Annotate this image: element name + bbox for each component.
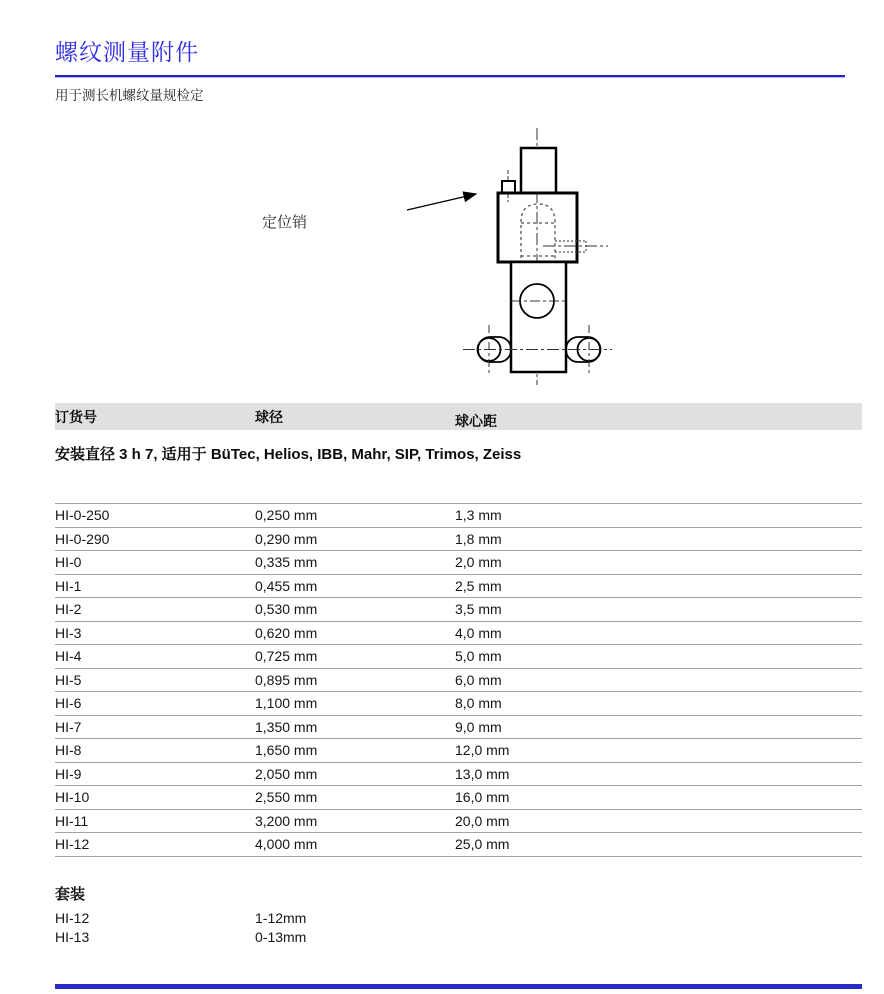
- ball-diameter: 0,455 mm: [255, 577, 318, 594]
- table-row: [55, 644, 862, 668]
- center-distance: 1,8 mm: [455, 530, 502, 547]
- page-subtitle: 用于测长机螺纹量规检定: [55, 88, 204, 103]
- center-distance: 20,0 mm: [455, 812, 510, 829]
- part-drawing-svg: [250, 118, 630, 398]
- set-row: [55, 908, 862, 927]
- ball-diameter: 0,725 mm: [255, 648, 318, 665]
- ball-diameter: 0,530 mm: [255, 601, 318, 618]
- table-row: [55, 691, 862, 715]
- order-no: HI-2: [55, 601, 82, 618]
- order-no: HI-0-290: [55, 530, 110, 547]
- table-row: [55, 738, 862, 762]
- center-distance: 12,0 mm: [455, 742, 510, 759]
- table-row: [55, 832, 862, 856]
- center-distance: 8,0 mm: [455, 695, 502, 712]
- center-distance: 2,0 mm: [455, 554, 502, 571]
- spec-table-body: [55, 503, 862, 857]
- sets-section: [55, 883, 862, 946]
- ball-diameter: 1,350 mm: [255, 718, 318, 735]
- table-row: [55, 527, 862, 551]
- order-no: HI-3: [55, 624, 82, 641]
- table-row: [55, 574, 862, 598]
- table-row: [55, 809, 862, 833]
- table-row: [55, 715, 862, 739]
- sets-body: [55, 908, 862, 946]
- order-no: HI-11: [55, 812, 89, 829]
- set-order-no: HI-12: [55, 909, 90, 926]
- ball-diameter: 0,290 mm: [255, 530, 318, 547]
- pointer-arrow-icon: [407, 194, 476, 210]
- center-distance: 9,0 mm: [455, 718, 502, 735]
- ball-diameter: 4,000 mm: [255, 836, 318, 853]
- ball-diameter: 0,895 mm: [255, 671, 318, 688]
- page-title: 螺纹测量附件: [55, 39, 199, 65]
- order-no: HI-5: [55, 671, 82, 688]
- center-distance: 2,5 mm: [455, 577, 502, 594]
- center-distance: 5,0 mm: [455, 648, 502, 665]
- order-no: HI-0-250: [55, 507, 110, 524]
- pin-label: 定位销: [262, 214, 308, 231]
- technical-drawing: [0, 0, 884, 420]
- center-distance: 3,5 mm: [455, 601, 502, 618]
- order-no: HI-8: [55, 742, 82, 759]
- set-range: 1-12mm: [255, 909, 307, 926]
- order-no: HI-0: [55, 554, 82, 571]
- order-no: HI-1: [55, 577, 82, 594]
- table-row: [55, 621, 862, 645]
- ball-diameter: 1,100 mm: [255, 695, 318, 712]
- center-distance: 16,0 mm: [455, 789, 510, 806]
- table-row: [55, 550, 862, 574]
- header-ball-diameter: 球径: [255, 408, 283, 425]
- order-no: HI-9: [55, 765, 82, 782]
- header-order-no: 订货号: [55, 408, 97, 425]
- ball-diameter: 0,335 mm: [255, 554, 318, 571]
- set-order-no: HI-13: [55, 928, 90, 945]
- spec-table-header: [55, 403, 862, 430]
- order-no: HI-12: [55, 836, 90, 853]
- center-distance: 25,0 mm: [455, 836, 510, 853]
- table-row: [55, 762, 862, 786]
- table-row: [55, 503, 862, 527]
- ball-diameter: 2,050 mm: [255, 765, 318, 782]
- header-center-distance: 球心距: [455, 412, 497, 429]
- table-row: [55, 668, 862, 692]
- ball-diameter: 0,250 mm: [255, 507, 318, 524]
- center-distance: 6,0 mm: [455, 671, 502, 688]
- ball-diameter: 1,650 mm: [255, 742, 318, 759]
- center-distance: 4,0 mm: [455, 624, 502, 641]
- table-row: [55, 785, 862, 809]
- table-row: [55, 597, 862, 621]
- order-no: HI-6: [55, 695, 82, 712]
- ball-diameter: 3,200 mm: [255, 812, 318, 829]
- sets-title: 套装: [55, 886, 86, 903]
- order-no: HI-10: [55, 789, 90, 806]
- center-distance: 1,3 mm: [455, 507, 502, 524]
- set-row: [55, 927, 862, 946]
- set-range: 0-13mm: [255, 928, 307, 945]
- order-no: HI-7: [55, 718, 82, 735]
- table-group-header: 安装直径 3 h 7, 适用于 BüTec, Helios, IBB, Mahr, SIP, Trimos, Zeiss: [55, 446, 522, 463]
- ball-diameter: 2,550 mm: [255, 789, 318, 806]
- ball-diameter: 0,620 mm: [255, 624, 318, 641]
- order-no: HI-4: [55, 648, 82, 665]
- bottom-rule: [55, 984, 862, 989]
- center-distance: 13,0 mm: [455, 765, 510, 782]
